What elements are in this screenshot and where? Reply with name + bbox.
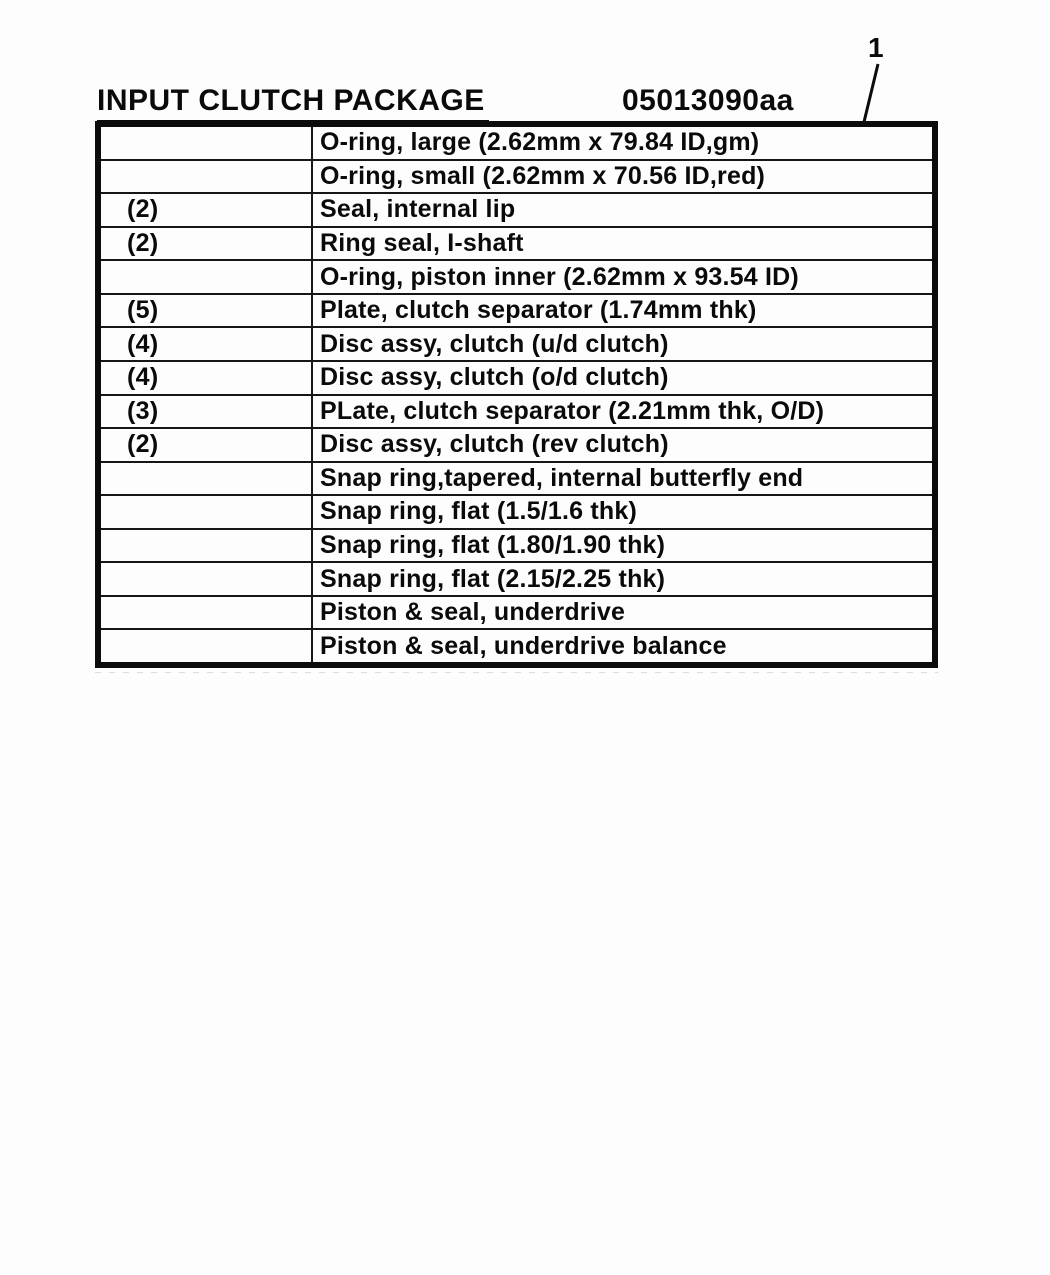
description-cell: Snap ring,tapered, internal butterfly end [320, 463, 804, 492]
quantity-cell [101, 496, 313, 528]
quantity-cell [101, 563, 313, 595]
scan-artifact [95, 672, 938, 673]
quantity-cell: (3) [101, 396, 313, 428]
quantity-cell: (2) [101, 194, 313, 226]
quantity-cell [101, 597, 313, 629]
table-row [101, 127, 932, 161]
quantity-cell [101, 463, 313, 495]
quantity-cell [101, 127, 313, 159]
description-cell: Disc assy, clutch (u/d clutch) [320, 329, 669, 358]
table-row [101, 295, 932, 329]
quantity-cell: (4) [101, 362, 313, 394]
table-row [101, 530, 932, 564]
description-cell: O-ring, small (2.62mm x 70.56 ID,red) [320, 161, 766, 190]
description-cell: Snap ring, flat (2.15/2.25 thk) [320, 564, 666, 593]
description-cell: Disc assy, clutch (o/d clutch) [320, 363, 669, 392]
parts-table [95, 121, 938, 668]
quantity-cell: (2) [101, 429, 313, 461]
description-cell: PLate, clutch separator (2.21mm thk, O/D) [320, 396, 825, 425]
quantity-cell: (4) [101, 328, 313, 360]
description-cell: Piston & seal, underdrive balance [320, 631, 727, 660]
table-row [101, 563, 932, 597]
description-cell: Plate, clutch separator (1.74mm thk) [320, 296, 757, 325]
quantity-cell: (2) [101, 228, 313, 260]
table-row [101, 463, 932, 497]
callout-label: 1 [868, 32, 884, 63]
table-row [101, 261, 932, 295]
quantity-cell [101, 161, 313, 193]
table-row [101, 161, 932, 195]
quantity-cell [101, 530, 313, 562]
table-row [101, 328, 932, 362]
table-row [101, 362, 932, 396]
table-row [101, 228, 932, 262]
table-row [101, 496, 932, 530]
description-cell: Disc assy, clutch (rev clutch) [320, 430, 669, 459]
table-row [101, 597, 932, 631]
table-row [101, 429, 932, 463]
table-row [101, 630, 932, 662]
quantity-cell [101, 261, 313, 293]
table-row [101, 194, 932, 228]
description-cell: Ring seal, I-shaft [320, 228, 524, 257]
part-number: 05013090aa [622, 84, 794, 117]
description-cell: O-ring, piston inner (2.62mm x 93.54 ID) [320, 262, 799, 291]
quantity-cell [101, 630, 313, 662]
description-cell: Snap ring, flat (1.80/1.90 thk) [320, 531, 666, 560]
callout-leader-line [852, 60, 892, 126]
quantity-cell: (5) [101, 295, 313, 327]
description-cell: Snap ring, flat (1.5/1.6 thk) [320, 497, 637, 526]
description-cell: Piston & seal, underdrive [320, 598, 626, 627]
table-row [101, 396, 932, 430]
description-cell: O-ring, large (2.62mm x 79.84 ID,gm) [320, 128, 760, 157]
description-cell: Seal, internal lip [320, 195, 516, 224]
page-title: INPUT CLUTCH PACKAGE [97, 84, 489, 124]
